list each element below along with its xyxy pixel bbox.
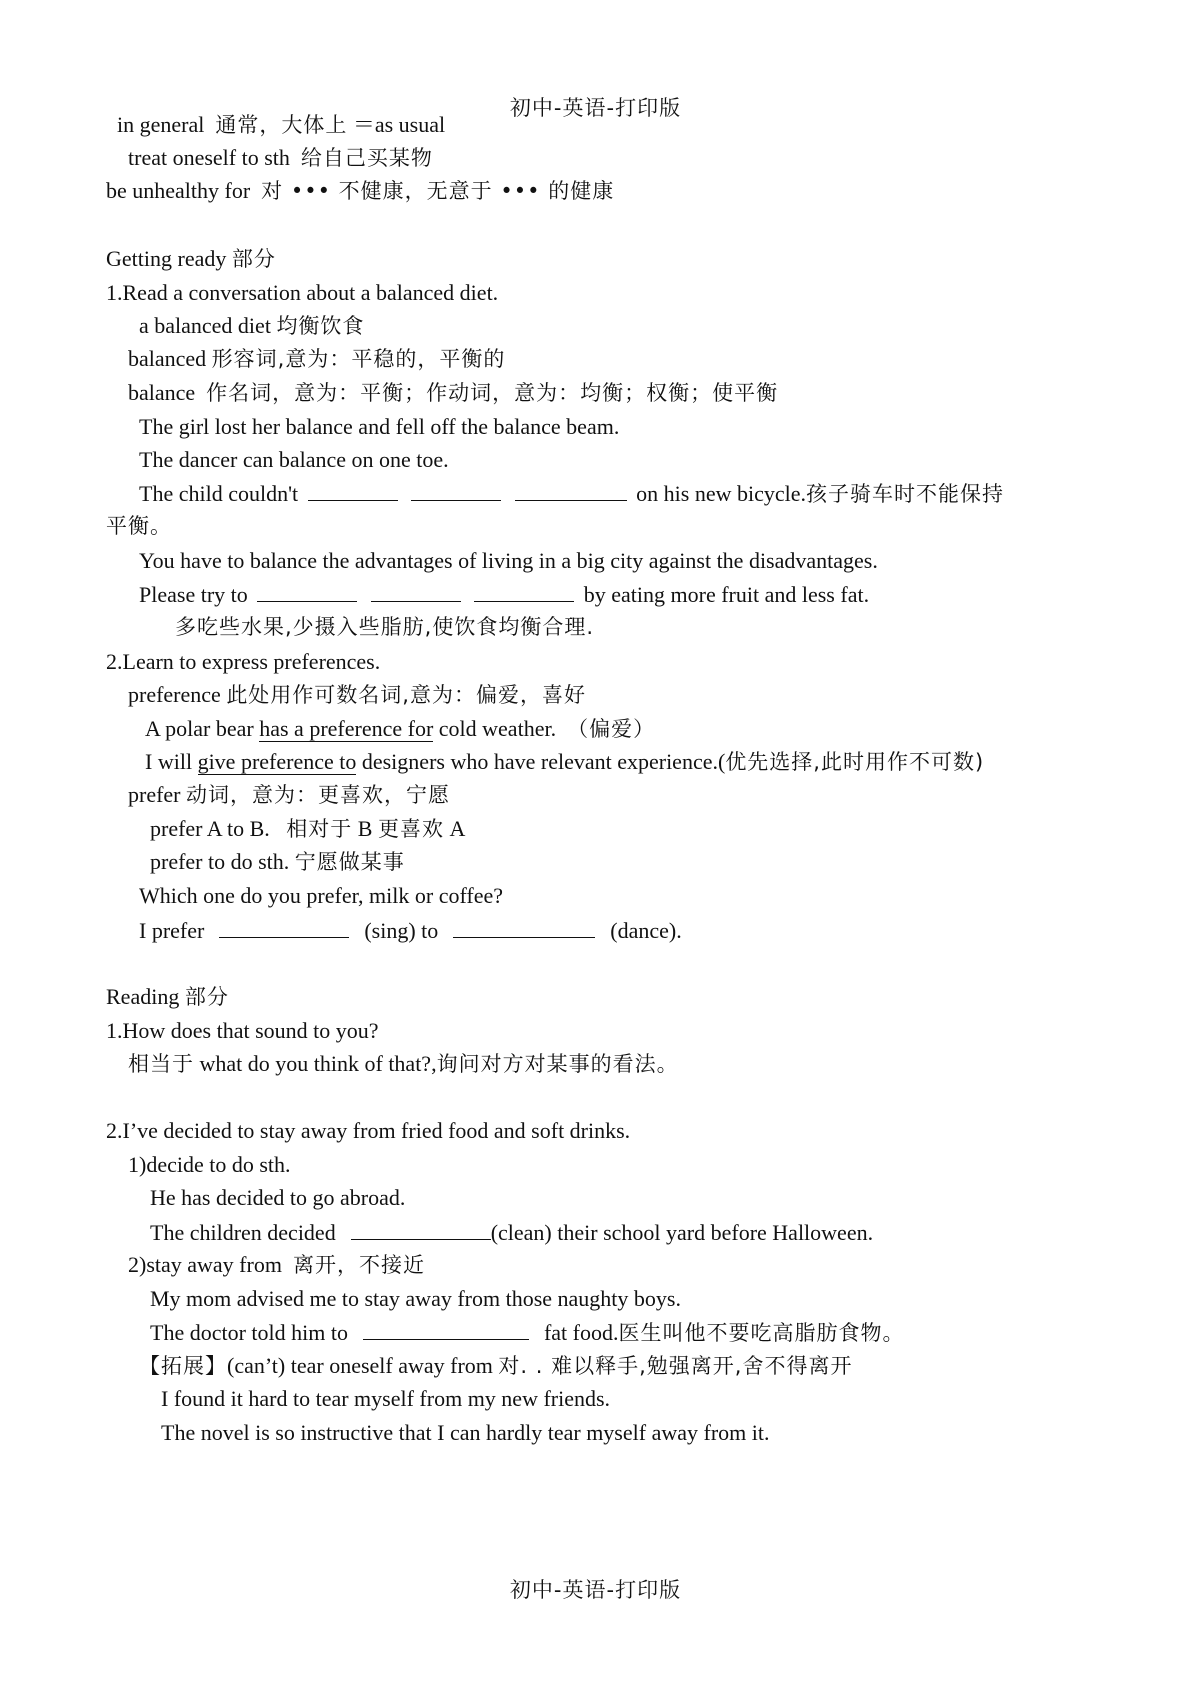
sub-item-heading: 1)decide to do sth. bbox=[128, 1152, 291, 1177]
vocab-line-2 bbox=[128, 145, 433, 171]
vocab-cn: 均衡饮食 bbox=[276, 314, 365, 338]
sentence-text: fat food. bbox=[543, 1320, 619, 1345]
sentence-text: (sing) to bbox=[364, 918, 439, 943]
answer-blank[interactable] bbox=[474, 581, 574, 602]
vocab-cn: 相对于 bbox=[286, 817, 353, 841]
answer-blank[interactable] bbox=[411, 480, 501, 501]
answer-blank[interactable] bbox=[363, 1319, 529, 1340]
vocab-en: treat oneself to sth bbox=[128, 145, 290, 170]
example-sentence: My mom advised me to stay away from those naughty boys. bbox=[150, 1286, 681, 1311]
vocab-en: prefer bbox=[128, 782, 181, 807]
fill-blank-sentence bbox=[139, 480, 1004, 507]
section-heading-en: Getting ready bbox=[106, 246, 227, 271]
example-sentence: The novel is so instructive that I can hardly tear myself away from it. bbox=[161, 1420, 770, 1445]
example-line bbox=[139, 313, 364, 339]
sentence-text: The children decided bbox=[150, 1220, 336, 1245]
vocab-en: be unhealthy for bbox=[106, 178, 251, 203]
page-footer: 初中-英语-打印版 bbox=[509, 1578, 682, 1602]
example-sentence: I found it hard to tear myself from my new friends. bbox=[161, 1386, 611, 1411]
extension-note bbox=[139, 1353, 852, 1379]
example-sentence bbox=[145, 749, 984, 775]
sentence-translation: （偏爱） bbox=[567, 717, 656, 741]
vocab-cn: 对. . 难以释手,勉强离开,舍不得离开 bbox=[498, 1354, 853, 1378]
sentence-translation: 医生叫他不要吃高脂肪食物。 bbox=[618, 1321, 905, 1345]
vocab-line-3 bbox=[106, 178, 614, 204]
fill-blank-sentence bbox=[150, 1219, 873, 1246]
vocab-cn: 作名词，意为：平衡；作动词，意为：均衡；权衡；使平衡 bbox=[206, 381, 779, 405]
vocab-en: in general bbox=[117, 112, 205, 137]
answer-blank[interactable] bbox=[308, 480, 398, 501]
vocab-en: balance bbox=[128, 380, 196, 405]
fill-blank-sentence bbox=[139, 917, 682, 944]
example-line bbox=[150, 816, 465, 842]
vocab-en: preference bbox=[128, 682, 221, 707]
sentence-text: The doctor told him to bbox=[150, 1320, 348, 1345]
example-line bbox=[128, 682, 586, 708]
sub-item-heading bbox=[128, 1252, 425, 1278]
sentence-text: I will bbox=[145, 749, 193, 774]
vocab-cn: 形容词,意为：平稳的，平衡的 bbox=[211, 347, 506, 371]
sentence-text: The child couldn't bbox=[139, 481, 299, 506]
answer-blank[interactable] bbox=[351, 1219, 491, 1240]
example-sentence: Which one do you prefer, milk or coffee? bbox=[139, 883, 504, 908]
vocab-cn: 给自己买某物 bbox=[300, 146, 433, 170]
example-line bbox=[150, 849, 405, 875]
vocab-en: 2)stay away from bbox=[128, 1252, 282, 1277]
sentence-text: I prefer bbox=[139, 918, 205, 943]
vocab-cn: 对 ••• 不健康，无意于 ••• 的健康 bbox=[261, 179, 615, 203]
vocab-cn: 动词，意为：更喜欢，宁愿 bbox=[186, 783, 451, 807]
sentence-text: cold weather. bbox=[438, 716, 557, 741]
fill-blank-sentence bbox=[150, 1319, 905, 1346]
answer-blank[interactable] bbox=[515, 480, 627, 501]
vocab-cn: 宁愿做某事 bbox=[294, 850, 405, 874]
vocab-cn: 此处用作可数名词,意为：偏爱，喜好 bbox=[226, 683, 586, 707]
section-heading-en: Reading bbox=[106, 984, 180, 1009]
sentence-text: (clean) their school yard before Halloween. bbox=[490, 1220, 874, 1245]
sentence-text: Please try to bbox=[139, 582, 248, 607]
sentence-text: (dance). bbox=[610, 918, 682, 943]
example-sentence: The dancer can balance on one toe. bbox=[139, 447, 449, 472]
item-heading: 2.I’ve decided to stay away from fried food and soft drinks. bbox=[106, 1118, 631, 1143]
sentence-translation: 多吃些水果,少摄入些脂肪,使饮食均衡合理. bbox=[175, 615, 595, 639]
answer-blank[interactable] bbox=[257, 581, 357, 602]
example-sentence: The girl lost her balance and fell off the balance beam. bbox=[139, 414, 620, 439]
vocab-en: prefer to do sth. bbox=[150, 849, 290, 874]
vocab-cn: 离开，不接近 bbox=[292, 1253, 425, 1277]
sentence-text: A polar bear bbox=[145, 716, 254, 741]
section-heading-cn: 部分 bbox=[231, 247, 276, 271]
answer-blank[interactable] bbox=[453, 917, 595, 938]
page-header: 初中-英语-打印版 bbox=[509, 96, 682, 120]
item-heading: 1.How does that sound to you? bbox=[106, 1018, 379, 1043]
item-heading: 2.Learn to express preferences. bbox=[106, 649, 381, 674]
vocab-line-1 bbox=[117, 112, 445, 138]
vocab-cn: 询问对方对某事的看法。 bbox=[436, 1052, 679, 1076]
vocab-en: a balanced diet bbox=[139, 313, 271, 338]
vocab-cn: 相当于 bbox=[128, 1052, 194, 1076]
vocab-cn: 更喜欢 bbox=[377, 817, 444, 841]
section-heading-cn: 部分 bbox=[184, 985, 229, 1009]
sentence-translation: 平衡。 bbox=[106, 514, 172, 538]
underlined-phrase: give preference to bbox=[197, 749, 357, 774]
example-line bbox=[128, 380, 778, 406]
vocab-en: (can’t) tear oneself away from bbox=[227, 1353, 493, 1378]
vocab-cn: 通常，大体上 bbox=[215, 113, 348, 137]
vocab-en: A bbox=[449, 816, 466, 841]
extension-label: 【拓展】 bbox=[139, 1354, 227, 1378]
fill-blank-sentence bbox=[139, 581, 869, 608]
example-sentence bbox=[145, 716, 655, 742]
item-heading: 1.Read a conversation about a balanced diet. bbox=[106, 280, 499, 305]
vocab-en: what do you think of that?, bbox=[199, 1051, 437, 1076]
answer-blank[interactable] bbox=[371, 581, 461, 602]
example-sentence: You have to balance the advantages of living in a big city against the disadvantages. bbox=[139, 548, 878, 573]
sentence-translation: 孩子骑车时不能保持 bbox=[806, 482, 1005, 506]
example-line bbox=[128, 1051, 679, 1077]
sentence-text: designers who have relevant experience.( bbox=[361, 749, 726, 774]
vocab-en: B bbox=[357, 816, 373, 841]
underlined-phrase: has a preference for bbox=[259, 716, 434, 741]
sentence-translation: 优先选择,此时用作不可数) bbox=[725, 750, 985, 774]
vocab-tail: ＝as usual bbox=[352, 112, 446, 137]
example-line bbox=[128, 346, 505, 372]
section-heading-getting-ready bbox=[106, 246, 276, 272]
sentence-text: by eating more fruit and less fat. bbox=[583, 582, 870, 607]
answer-blank[interactable] bbox=[219, 917, 349, 938]
example-line bbox=[128, 782, 450, 808]
vocab-en: prefer A to B. bbox=[150, 816, 270, 841]
section-heading-reading bbox=[106, 984, 229, 1010]
sentence-text: on his new bicycle. bbox=[636, 481, 807, 506]
vocab-en: balanced bbox=[128, 346, 207, 371]
example-sentence: He has decided to go abroad. bbox=[150, 1185, 406, 1210]
